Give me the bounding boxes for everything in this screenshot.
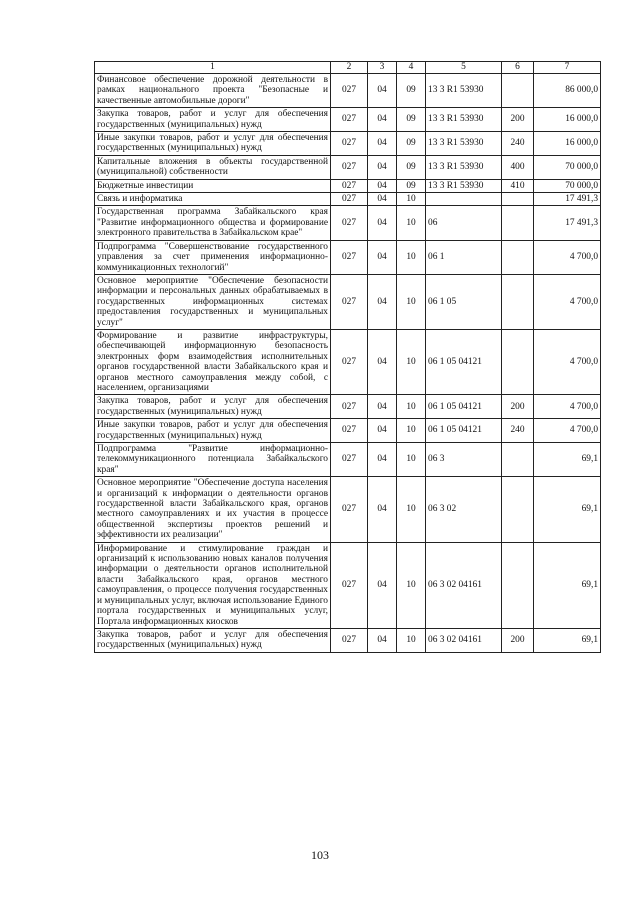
ministry-code-cell: 027 xyxy=(331,132,368,156)
section-code-cell: 04 xyxy=(368,155,397,179)
target-article-cell: 06 1 05 04121 xyxy=(426,419,502,443)
row-name-cell: Закупка товаров, работ и услуг для обеспечения государственных (муниципальных) нужд xyxy=(95,628,331,652)
section-code-cell: 04 xyxy=(368,274,397,329)
header-cell: 6 xyxy=(502,62,534,74)
row-name-cell: Иные закупки товаров, работ и услуг для обеспечения государственных (муниципальных) нужд xyxy=(95,132,331,156)
section-code-cell: 04 xyxy=(368,443,397,477)
section-code-cell: 04 xyxy=(368,240,397,274)
ministry-code-cell: 027 xyxy=(331,193,368,206)
table-row xyxy=(95,477,601,542)
amount-cell: 17 491,3 xyxy=(534,206,601,240)
expense-type-cell: 200 xyxy=(502,108,534,132)
row-name-cell: Информирование и стимулирование граждан и организаций к использованию новых каналов получения информации о деятельности органов исполнительной власти Забайкальского края, органов местного самоуправления, о процессе получения государственных и муниципальных услуг, включая использование Единого портала государственных и муниципальных услуг, Портала информационных киосков xyxy=(95,542,331,628)
target-article-cell: 13 3 R1 53930 xyxy=(426,132,502,156)
subsection-code-cell: 10 xyxy=(397,395,426,419)
subsection-code-cell: 10 xyxy=(397,542,426,628)
ministry-code-cell: 027 xyxy=(331,329,368,394)
amount-cell: 17 491,3 xyxy=(534,193,601,206)
header-cell: 1 xyxy=(95,62,331,74)
amount-cell: 4 700,0 xyxy=(534,419,601,443)
amount-cell: 69,1 xyxy=(534,477,601,542)
row-name-cell: Капитальные вложения в объекты государственной (муниципальной) собственности xyxy=(95,155,331,179)
row-name-cell: Основное мероприятие "Обеспечение доступа населения и организаций к информации о деятельности органов государственной власти Забайкальского края, органов местного самоуправлениях и их участия в процессе общественной экспертизы проектов решений и эффективности их реализации" xyxy=(95,477,331,542)
section-code-cell: 04 xyxy=(368,179,397,192)
row-name-cell: Формирование и развитие инфраструктуры, обеспечивающей информационную безопасность электронных форм взаимодействия исполнительных органов государственной власти Забайкальского края и органов местного самоуправления между собой, с населением, организациями xyxy=(95,329,331,394)
target-article-cell xyxy=(426,193,502,206)
expense-type-cell: 200 xyxy=(502,628,534,652)
subsection-code-cell: 09 xyxy=(397,179,426,192)
amount-cell: 16 000,0 xyxy=(534,108,601,132)
ministry-code-cell: 027 xyxy=(331,240,368,274)
amount-cell: 69,1 xyxy=(534,628,601,652)
amount-cell: 4 700,0 xyxy=(534,329,601,394)
section-code-cell: 04 xyxy=(368,542,397,628)
amount-cell: 70 000,0 xyxy=(534,179,601,192)
expense-type-cell xyxy=(502,206,534,240)
section-code-cell: 04 xyxy=(368,108,397,132)
section-code-cell: 04 xyxy=(368,628,397,652)
amount-cell: 4 700,0 xyxy=(534,240,601,274)
table-row xyxy=(95,74,601,108)
expense-type-cell xyxy=(502,74,534,108)
row-name-cell: Закупка товаров, работ и услуг для обеспечения государственных (муниципальных) нужд xyxy=(95,395,331,419)
ministry-code-cell: 027 xyxy=(331,74,368,108)
ministry-code-cell: 027 xyxy=(331,108,368,132)
expense-type-cell xyxy=(502,274,534,329)
ministry-code-cell: 027 xyxy=(331,419,368,443)
table-row xyxy=(95,193,601,206)
expense-type-cell: 400 xyxy=(502,155,534,179)
table-row xyxy=(95,132,601,156)
table-row xyxy=(95,395,601,419)
ministry-code-cell: 027 xyxy=(331,542,368,628)
amount-cell: 70 000,0 xyxy=(534,155,601,179)
table-row xyxy=(95,206,601,240)
ministry-code-cell: 027 xyxy=(331,206,368,240)
header-cell: 5 xyxy=(426,62,502,74)
table-row xyxy=(95,240,601,274)
row-name-cell: Государственная программа Забайкальского края "Развитие информационного общества и формирование электронного правительства в Забайкальском крае" xyxy=(95,206,331,240)
table-row xyxy=(95,443,601,477)
table-row xyxy=(95,628,601,652)
amount-cell: 69,1 xyxy=(534,542,601,628)
section-code-cell: 04 xyxy=(368,329,397,394)
amount-cell: 69,1 xyxy=(534,443,601,477)
section-code-cell: 04 xyxy=(368,132,397,156)
ministry-code-cell: 027 xyxy=(331,274,368,329)
section-code-cell: 04 xyxy=(368,395,397,419)
subsection-code-cell: 10 xyxy=(397,240,426,274)
subsection-code-cell: 10 xyxy=(397,193,426,206)
table-row xyxy=(95,542,601,628)
target-article-cell: 06 3 02 xyxy=(426,477,502,542)
row-name-cell: Бюджетные инвестиции xyxy=(95,179,331,192)
ministry-code-cell: 027 xyxy=(331,155,368,179)
expense-type-cell xyxy=(502,193,534,206)
amount-cell: 4 700,0 xyxy=(534,395,601,419)
target-article-cell: 06 3 xyxy=(426,443,502,477)
expense-type-cell: 200 xyxy=(502,395,534,419)
subsection-code-cell: 10 xyxy=(397,329,426,394)
section-code-cell: 04 xyxy=(368,206,397,240)
header-row xyxy=(95,62,601,74)
budget-table xyxy=(94,61,601,653)
target-article-cell: 06 3 02 04161 xyxy=(426,542,502,628)
row-name-cell: Финансовое обеспечение дорожной деятельности в рамках национального проекта "Безопасные и качественные автомобильные дороги" xyxy=(95,74,331,108)
table-row xyxy=(95,155,601,179)
row-name-cell: Иные закупки товаров, работ и услуг для обеспечения государственных (муниципальных) нужд xyxy=(95,419,331,443)
subsection-code-cell: 10 xyxy=(397,274,426,329)
expense-type-cell xyxy=(502,240,534,274)
ministry-code-cell: 027 xyxy=(331,477,368,542)
expense-type-cell xyxy=(502,443,534,477)
header-cell: 2 xyxy=(331,62,368,74)
expense-type-cell xyxy=(502,542,534,628)
section-code-cell: 04 xyxy=(368,193,397,206)
target-article-cell: 13 3 R1 53930 xyxy=(426,74,502,108)
table-row xyxy=(95,108,601,132)
target-article-cell: 13 3 R1 53930 xyxy=(426,179,502,192)
amount-cell: 4 700,0 xyxy=(534,274,601,329)
header-cell: 7 xyxy=(534,62,601,74)
expense-type-cell: 240 xyxy=(502,132,534,156)
header-cell: 3 xyxy=(368,62,397,74)
subsection-code-cell: 10 xyxy=(397,419,426,443)
table-body xyxy=(95,74,601,653)
subsection-code-cell: 10 xyxy=(397,206,426,240)
target-article-cell: 06 1 05 04121 xyxy=(426,329,502,394)
row-name-cell: Связь и информатика xyxy=(95,193,331,206)
expense-type-cell: 240 xyxy=(502,419,534,443)
expense-type-cell: 410 xyxy=(502,179,534,192)
row-name-cell: Подпрограмма "Совершенствование государственного управления за счет применения информационно-коммуникационных технологий" xyxy=(95,240,331,274)
ministry-code-cell: 027 xyxy=(331,179,368,192)
target-article-cell: 06 1 xyxy=(426,240,502,274)
section-code-cell: 04 xyxy=(368,419,397,443)
table-row xyxy=(95,419,601,443)
table-row xyxy=(95,179,601,192)
header-cell: 4 xyxy=(397,62,426,74)
target-article-cell: 06 1 05 xyxy=(426,274,502,329)
subsection-code-cell: 09 xyxy=(397,155,426,179)
expense-type-cell xyxy=(502,477,534,542)
section-code-cell: 04 xyxy=(368,74,397,108)
ministry-code-cell: 027 xyxy=(331,628,368,652)
subsection-code-cell: 10 xyxy=(397,628,426,652)
table-row xyxy=(95,274,601,329)
target-article-cell: 13 3 R1 53930 xyxy=(426,155,502,179)
target-article-cell: 13 3 R1 53930 xyxy=(426,108,502,132)
subsection-code-cell: 09 xyxy=(397,74,426,108)
row-name-cell: Основное мероприятие "Обеспечение безопасности информации и персональных данных обрабатываемых в государственных информационных системах предоставления государственных и муниципальных услуг" xyxy=(95,274,331,329)
ministry-code-cell: 027 xyxy=(331,395,368,419)
row-name-cell: Закупка товаров, работ и услуг для обеспечения государственных (муниципальных) нужд xyxy=(95,108,331,132)
expense-type-cell xyxy=(502,329,534,394)
page-number: 103 xyxy=(311,848,329,862)
table-row xyxy=(95,329,601,394)
subsection-code-cell: 09 xyxy=(397,108,426,132)
section-code-cell: 04 xyxy=(368,477,397,542)
subsection-code-cell: 10 xyxy=(397,477,426,542)
target-article-cell: 06 3 02 04161 xyxy=(426,628,502,652)
target-article-cell: 06 1 05 04121 xyxy=(426,395,502,419)
row-name-cell: Подпрограмма "Развитие информационно-телекоммуникационного потенциала Забайкальского края" xyxy=(95,443,331,477)
subsection-code-cell: 09 xyxy=(397,132,426,156)
subsection-code-cell: 10 xyxy=(397,443,426,477)
amount-cell: 86 000,0 xyxy=(534,74,601,108)
amount-cell: 16 000,0 xyxy=(534,132,601,156)
target-article-cell: 06 xyxy=(426,206,502,240)
ministry-code-cell: 027 xyxy=(331,443,368,477)
